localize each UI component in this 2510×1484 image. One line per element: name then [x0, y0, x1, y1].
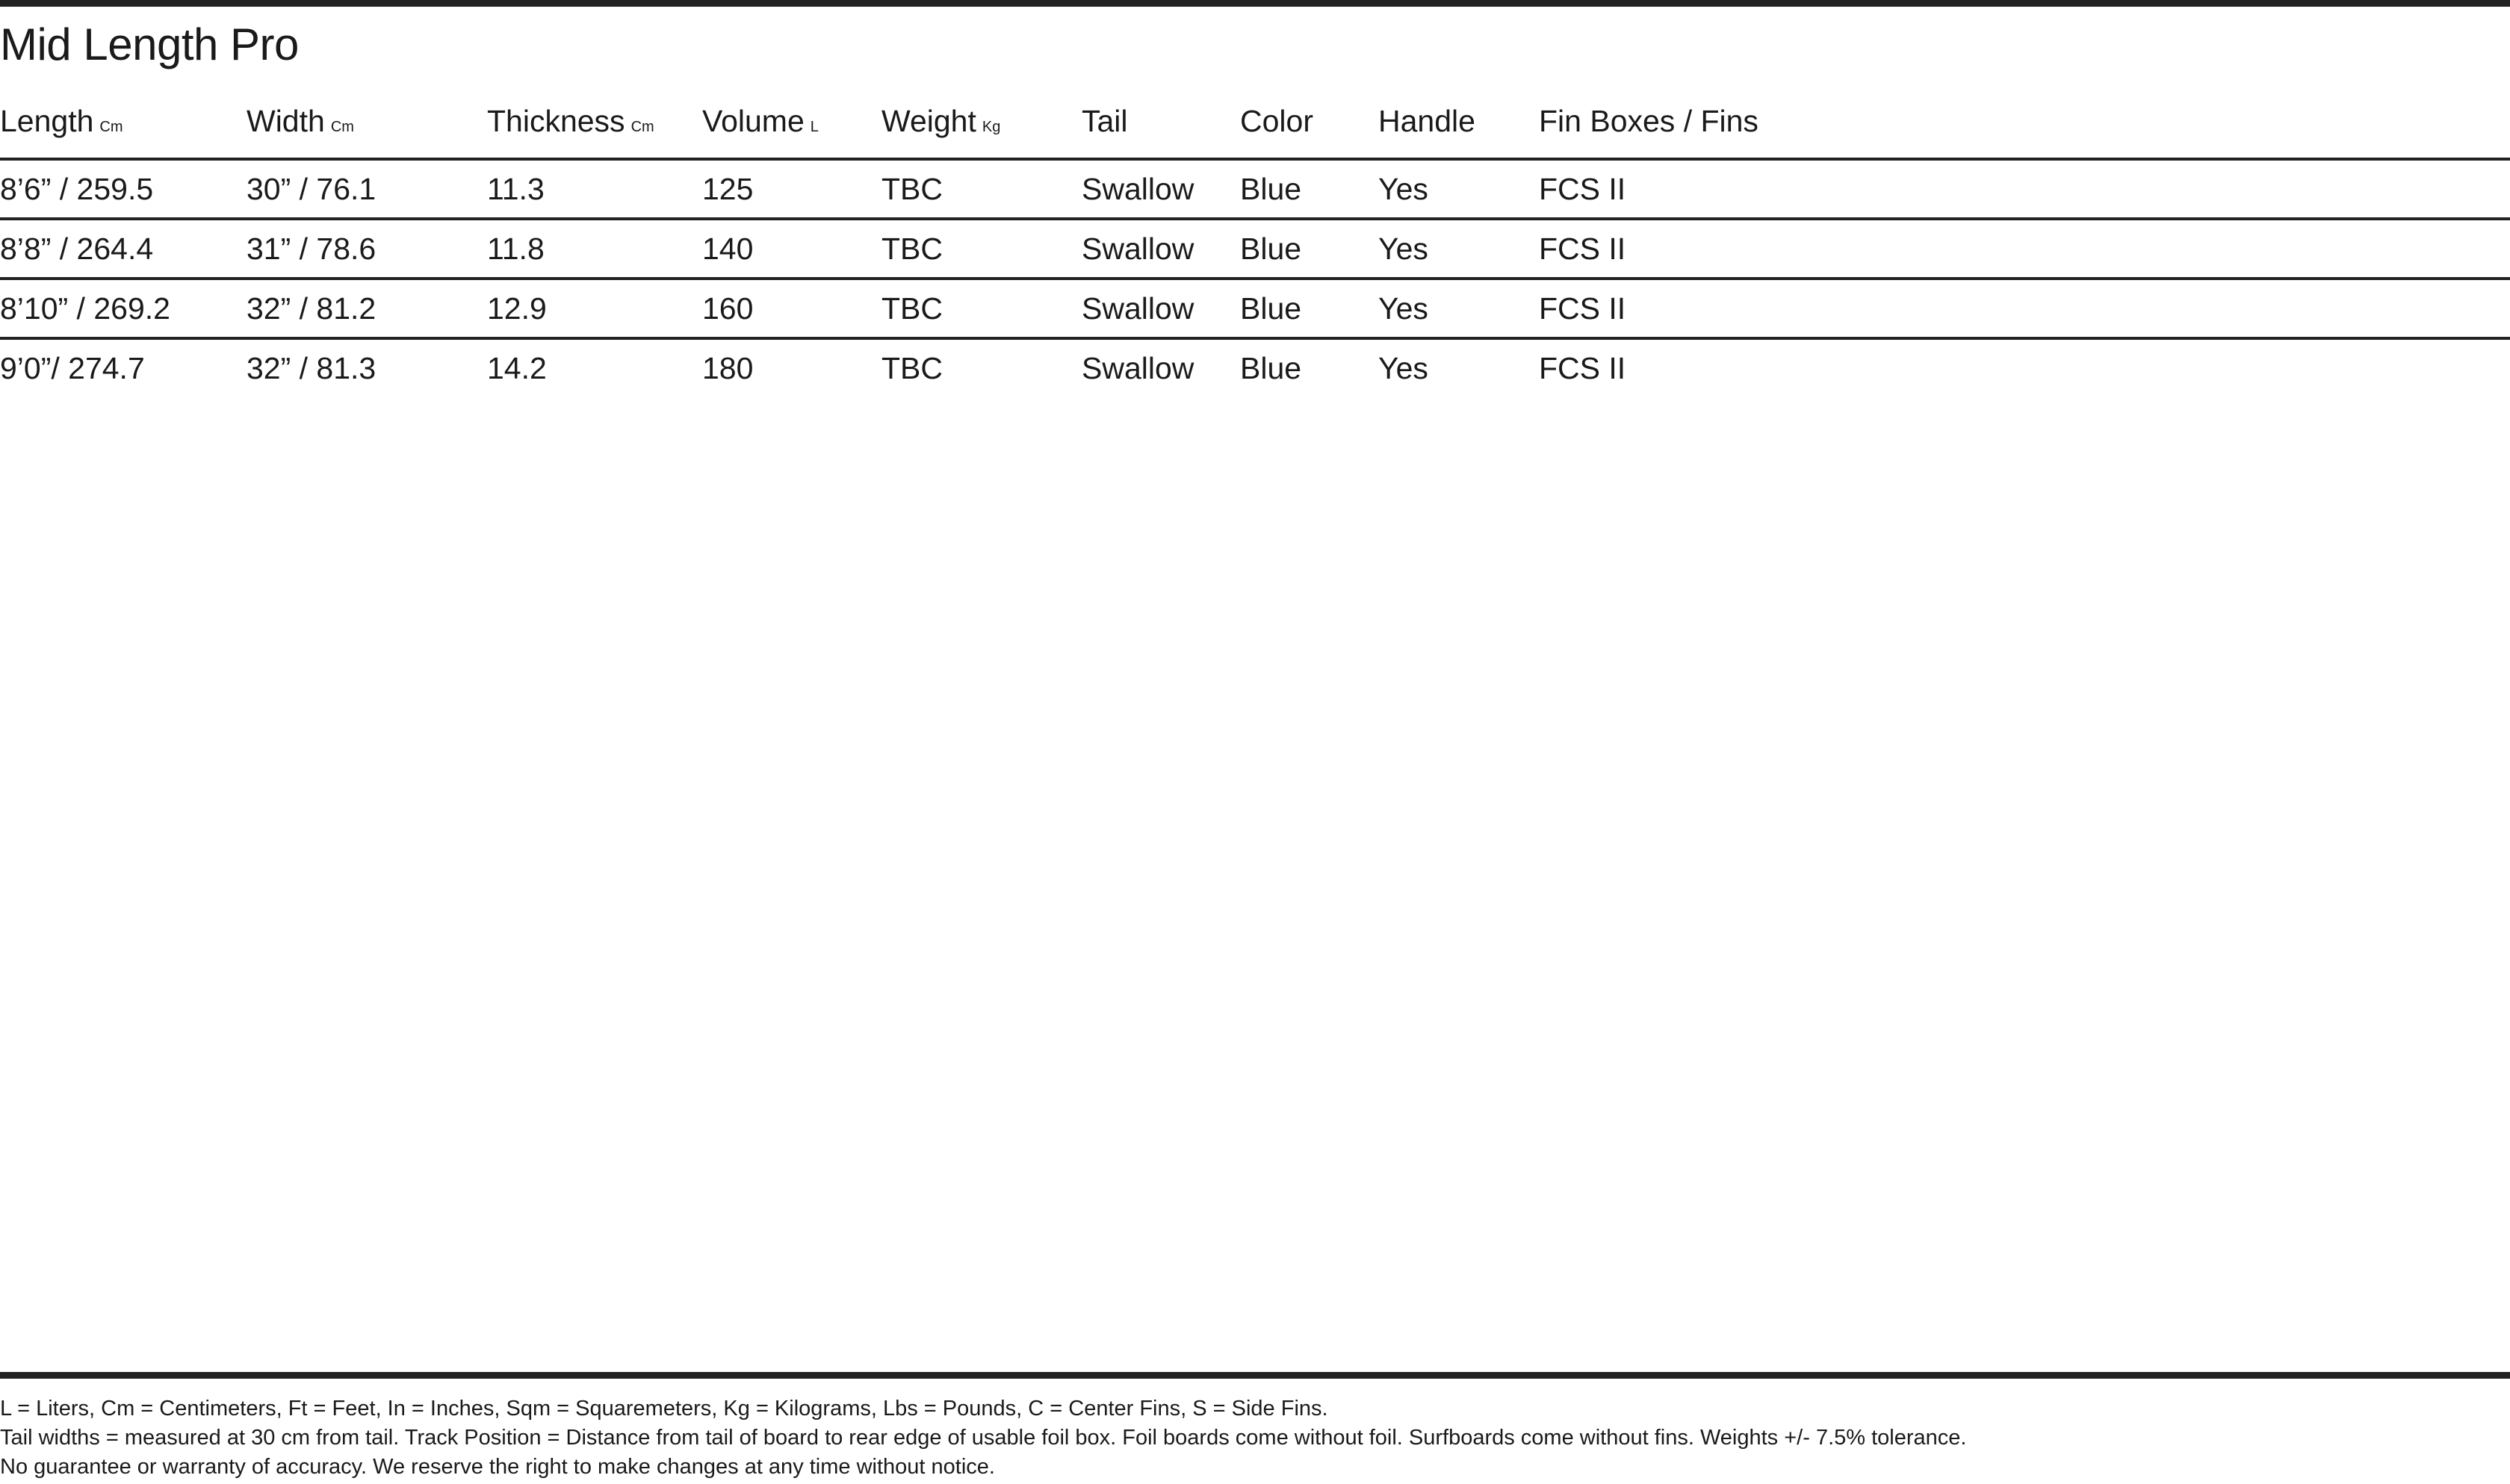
cell-volume: 140	[702, 232, 754, 266]
unit-label: L	[810, 119, 819, 135]
cell-width: 30” / 76.1	[247, 172, 376, 206]
cell-length: 8’6” / 259.5	[0, 172, 154, 206]
cell-weight: TBC	[881, 291, 943, 326]
cell-handle: Yes	[1378, 172, 1428, 206]
column-header-thickness: Thickness Cm	[487, 104, 654, 138]
table-row	[0, 280, 2510, 340]
cell-tail: Swallow	[1082, 291, 1194, 326]
cell-width: 32” / 81.2	[247, 291, 376, 326]
cell-volume: 125	[702, 172, 754, 206]
cell-handle: Yes	[1378, 232, 1428, 266]
table-row	[0, 220, 2510, 280]
cell-volume: 160	[702, 291, 754, 326]
column-header-width: Width Cm	[247, 104, 354, 138]
footnote-measurements: Tail widths = measured at 30 cm from tail. Track Position = Distance from tail of board to rear edge of usable foil box. Foil boards come without foil. Surfboards come without fins. Weights +/- 7.5% tolerance.	[0, 1426, 1967, 1450]
footnote-abbreviations: L = Liters, Cm = Centimeters, Ft = Feet, In = Inches, Sqm = Squaremeters, Kg = Kilograms, Lbs = Pounds, C = Center Fins, S = Side Fins.	[0, 1397, 1328, 1421]
column-header-tail: Tail	[1082, 104, 1128, 138]
cell-handle: Yes	[1378, 291, 1428, 326]
top-divider	[0, 0, 2510, 7]
column-header-fin-boxes: Fin Boxes / Fins	[1539, 104, 1758, 138]
footnote-disclaimer: No guarantee or warranty of accuracy. We reserve the right to make changes at any time without notice.	[0, 1455, 995, 1479]
page-title: Mid Length Pro	[0, 19, 299, 69]
column-header-handle: Handle	[1378, 104, 1475, 138]
cell-fin-boxes: FCS II	[1539, 232, 1626, 266]
cell-width: 31” / 78.6	[247, 232, 376, 266]
cell-tail: Swallow	[1082, 232, 1194, 266]
unit-label: Cm	[630, 119, 654, 135]
cell-weight: TBC	[881, 232, 943, 266]
column-header-weight: Weight Kg	[881, 104, 1001, 138]
cell-weight: TBC	[881, 172, 943, 206]
cell-length: 9’0”/ 274.7	[0, 351, 145, 385]
cell-thickness: 12.9	[487, 291, 547, 326]
cell-color: Blue	[1240, 351, 1302, 385]
column-header-color: Color	[1240, 104, 1313, 138]
cell-color: Blue	[1240, 172, 1302, 206]
cell-width: 32” / 81.3	[247, 351, 376, 385]
cell-volume: 180	[702, 351, 754, 385]
cell-thickness: 11.8	[487, 232, 545, 266]
column-header-volume: Volume L	[702, 104, 819, 138]
cell-weight: TBC	[881, 351, 943, 385]
cell-color: Blue	[1240, 291, 1302, 326]
cell-tail: Swallow	[1082, 351, 1194, 385]
spec-table	[0, 93, 2510, 397]
column-header-length: Length Cm	[0, 104, 123, 138]
unit-label: Kg	[982, 119, 1001, 135]
bottom-divider	[0, 1372, 2510, 1379]
cell-color: Blue	[1240, 232, 1302, 266]
cell-length: 8’8” / 264.4	[0, 232, 154, 266]
cell-thickness: 14.2	[487, 351, 547, 385]
cell-handle: Yes	[1378, 351, 1428, 385]
unit-label: Cm	[330, 119, 354, 135]
table-header-row	[0, 93, 2510, 161]
cell-thickness: 11.3	[487, 172, 545, 206]
cell-length: 8’10” / 269.2	[0, 291, 170, 326]
footnotes	[0, 1394, 1966, 1482]
cell-fin-boxes: FCS II	[1539, 172, 1626, 206]
table-row	[0, 340, 2510, 397]
unit-label: Cm	[99, 119, 123, 135]
table-row	[0, 161, 2510, 220]
cell-fin-boxes: FCS II	[1539, 351, 1626, 385]
cell-fin-boxes: FCS II	[1539, 291, 1626, 326]
cell-tail: Swallow	[1082, 172, 1194, 206]
